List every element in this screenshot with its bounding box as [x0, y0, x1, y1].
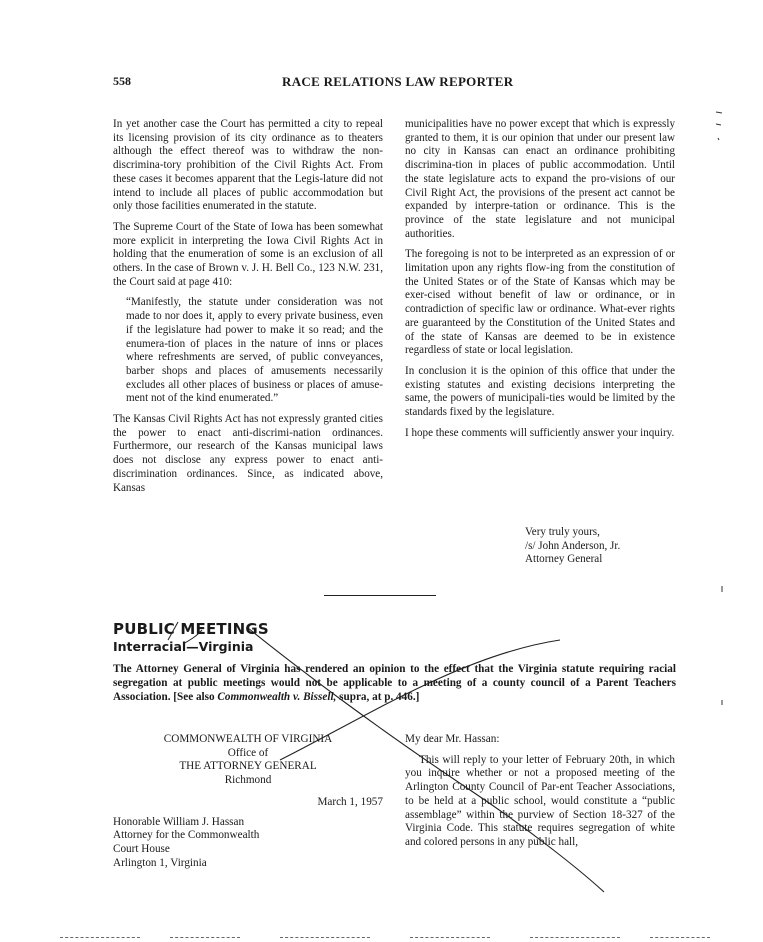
- signer-title: Attorney General: [525, 553, 603, 566]
- letter-body: [405, 733, 675, 850]
- scan-edge-mark: [170, 937, 240, 938]
- paragraph: municipalities have no power except that which is expressly granted to them, it is our opinion that under our present law no city in Kansas can enact an ordinance prohibiting discrimina-tion in places of public accommodation. Until the state legislature acts to expand the pro-visions of our Civil Right Act, the provisions of the present act cannot be expanded by interpre-tation or ordinance. This is the province of the state legislature and not municipal authorities.: [405, 118, 675, 240]
- letterhead-line: Richmond: [224, 774, 272, 787]
- closing-line: Very truly yours,: [525, 526, 600, 538]
- running-header: RACE RELATIONS LAW REPORTER: [282, 74, 514, 89]
- scan-edge-mark: [280, 937, 370, 938]
- addressee-line: Honorable William J. Hassan: [113, 815, 245, 828]
- scan-edge-mark: [530, 937, 620, 938]
- block-quote: “Manifestly, the statute under consideration was not made to nor does it, apply to every private business, even if the legislature had power to make it so read; and the enumera-tion of places in the nature of inns or places where refreshments are served, of public conveyances, barber shops and places of amusements necessarily excludes all other places of business or places of amuse-ment not of the kind enumerated.”: [126, 296, 383, 405]
- paragraph: The foregoing is not to be interpreted as an expression of or limitation upon any rights flow-ing from the constitution of the United States or of the State of Kansas which may be exer-cised without benefit of law or ordinance, or in contradiction of specific law or ordinance. What-ever rights are guaranteed by the Constitution of the United States and of the state of Kansas are deemed to be in existence regardless of state or local legislation.: [405, 248, 675, 357]
- page-number: 558: [113, 74, 131, 88]
- section-divider: [324, 595, 436, 596]
- section-summary: [113, 662, 676, 704]
- right-column: [405, 118, 675, 447]
- letterhead-line: COMMONWEALTH OF VIRGINIA: [163, 733, 333, 745]
- addressee-line: Arlington 1, Virginia: [113, 856, 207, 869]
- left-column: [113, 118, 383, 502]
- letterhead-line: Office of: [227, 746, 269, 759]
- letterhead: [113, 733, 383, 870]
- addressee-line: Court House: [113, 842, 170, 855]
- paragraph: In yet another case the Court has permitted a city to repeal its licensing provision of its city ordinance as to theaters although the effect thereof was to withdraw the non-discrimina-tory prohibition of the Civil Rights Act. From these cases it becomes apparent that the Legis-lature did not intend to include all places of public accommodation but only those facilities enumerated in the statute.: [113, 118, 383, 213]
- paragraph: The Supreme Court of the State of Iowa has been somewhat more explicit in interpreting the Iowa Civil Rights Act in holding that the enumeration of some is an exclusion of all others. In the case of Brown v. J. H. Bell Co., 123 N.W. 231, the Court said at page 410:: [113, 220, 383, 288]
- paragraph: The Kansas Civil Rights Act has not expressly granted cities the power to enact anti-discrimi-nation ordinances. Furthermore, our research of the Kansas municipal laws does not disclose any express power to enact anti-discrimination ordinances. Since, as indicated above, Kansas: [113, 413, 383, 494]
- scan-edge-mark: [650, 937, 710, 938]
- scan-edge-mark: [60, 937, 140, 938]
- letter-date: March 1, 1957: [317, 795, 383, 808]
- salutation: My dear Mr. Hassan:: [405, 733, 500, 745]
- case-citation: Commonwealth v. Bissell,: [217, 691, 337, 703]
- letterhead-line: THE ATTORNEY GENERAL: [179, 760, 317, 773]
- paragraph: I hope these comments will sufficiently answer your inquiry.: [405, 426, 675, 439]
- margin-mark: [716, 112, 722, 140]
- signature-line: /s/ John Anderson, Jr.: [525, 539, 621, 552]
- letter-paragraph: This will reply to your letter of February 20th, in which you inquire whether or not a proposed meeting of the Arlington County Council of Par-ent Teacher Associations, to be held at a public school, would constitute a “public assemblage” within the purview of Section 18-327 of the Virginia Code. This statute requires segregation of white and colored persons in any public hall,: [405, 753, 675, 848]
- letter-closing: [525, 526, 620, 567]
- summary-text: The Attorney General of Virginia has rendered an opinion to the effect that the Virginia statute requiring racial segregation at public meetings would not be applicable to a meeting of a county council of a Parent Teachers Association. [See also: [113, 663, 676, 703]
- addressee-line: Attorney for the Commonwealth: [113, 829, 260, 842]
- section-subheading: Interracial—Virginia: [113, 639, 254, 654]
- scan-edge-mark: [410, 937, 490, 938]
- section-heading: PUBLIC MEETINGS: [113, 620, 269, 638]
- summary-text-end: supra, at p. 446.]: [336, 691, 420, 703]
- paragraph: In conclusion it is the opinion of this office that under the existing statutes and existing decisions interpreting the same, the powers of municipali-ties would be limited by the standards fixed by the legislature.: [405, 364, 675, 419]
